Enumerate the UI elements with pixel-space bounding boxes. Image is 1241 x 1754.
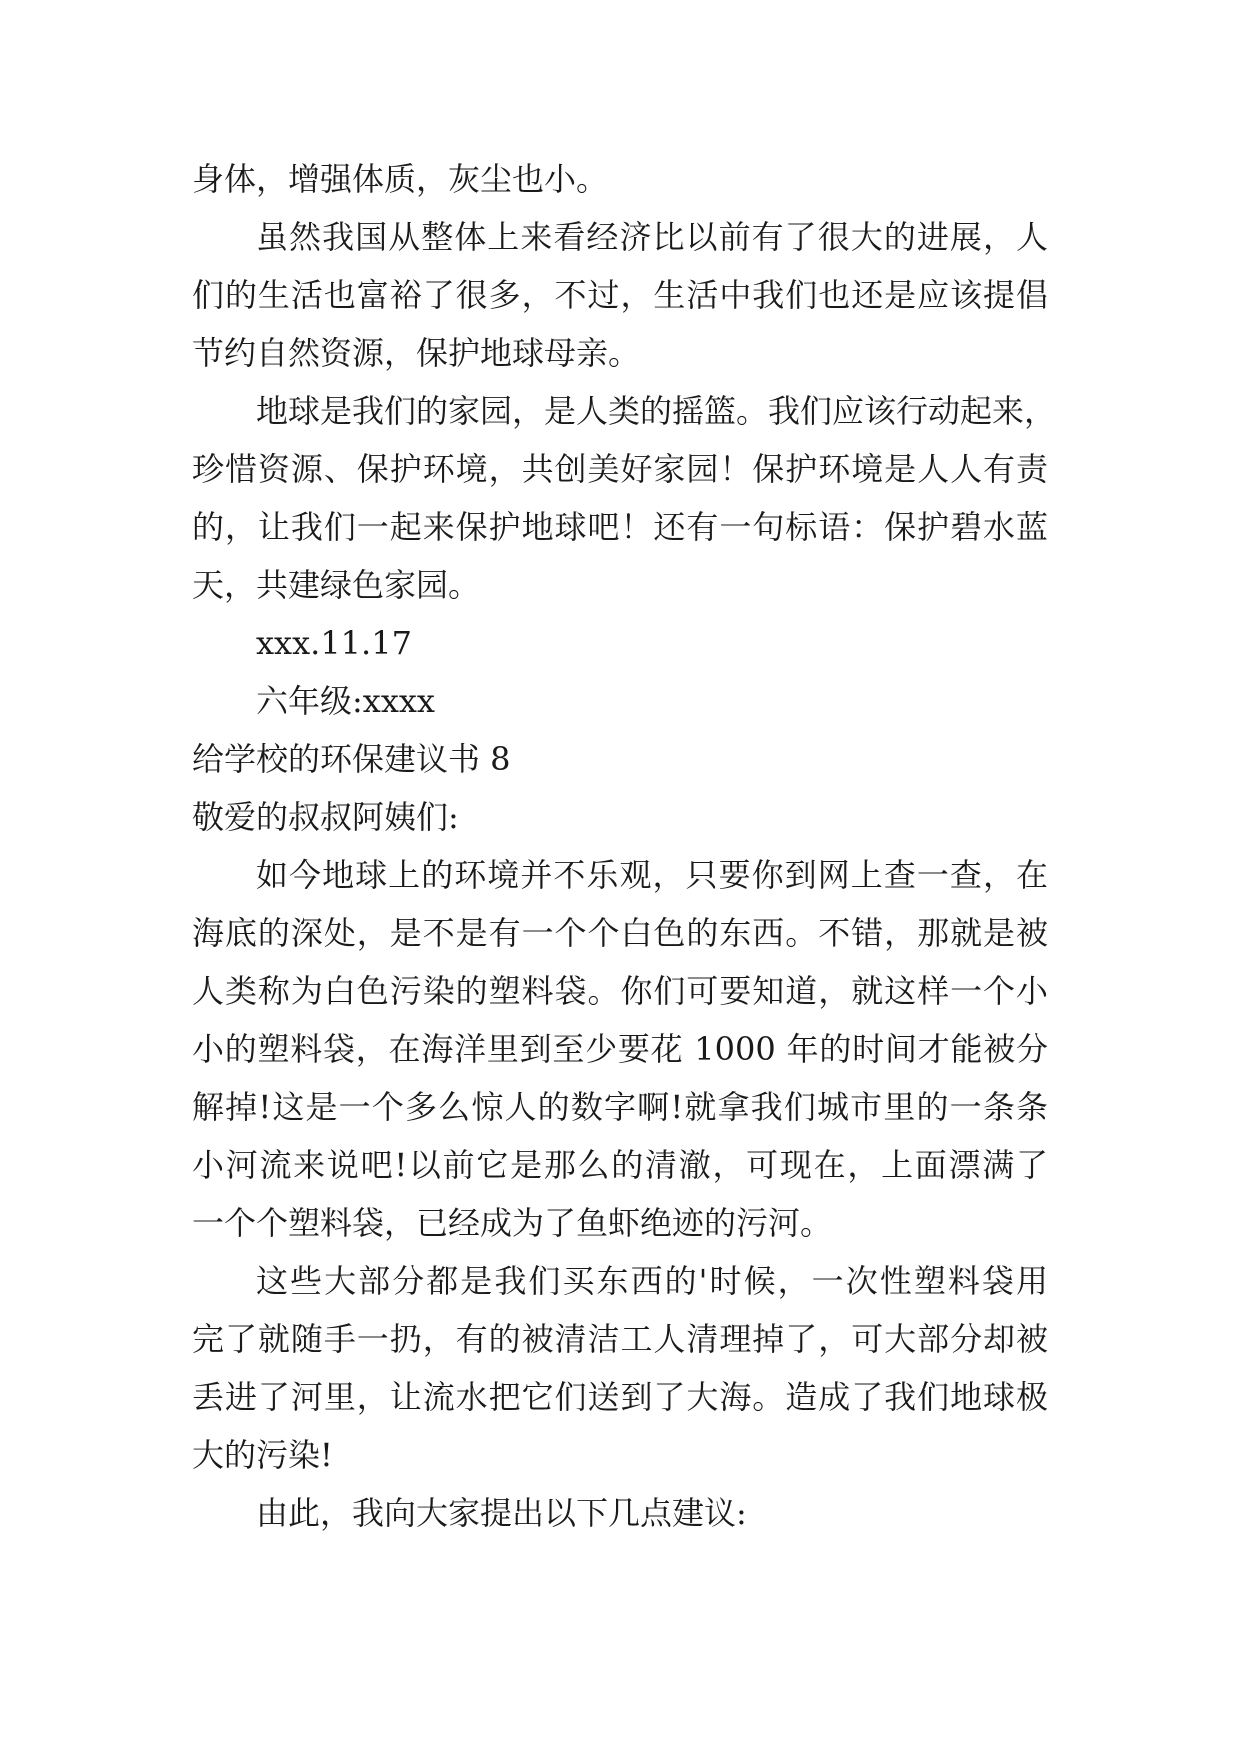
paragraph-line: 们的生活也富裕了很多，不过，生活中我们也还是应该提倡 [192, 276, 1048, 314]
salutation: 敬爱的叔叔阿姨们: [192, 798, 459, 836]
paragraph-line: 由此，我向大家提出以下几点建议: [256, 1494, 747, 1532]
paragraph-line: 身体，增强体质，灰尘也小。 [192, 160, 609, 198]
paragraph-line: 完了就随手一扔，有的被清洁工人清理掉了，可大部分却被 [192, 1320, 1048, 1358]
date-line: xxx.11.17 [256, 624, 412, 662]
paragraph-line: 这些大部分都是我们买东西的'时候，一次性塑料袋用 [256, 1262, 1048, 1300]
paragraph-line: 小的塑料袋，在海洋里到至少要花 1000 年的时间才能被分 [192, 1030, 1048, 1068]
paragraph-line: 小河流来说吧!以前它是那么的清澈，可现在，上面漂满了 [192, 1146, 1048, 1184]
paragraph-line: 珍惜资源、保护环境，共创美好家园！保护环境是人人有责 [192, 450, 1048, 488]
paragraph-line: 一个个塑料袋，已经成为了鱼虾绝迹的污河。 [192, 1204, 833, 1242]
paragraph-line: 虽然我国从整体上来看经济比以前有了很大的进展，人 [256, 218, 1048, 256]
signature-line: 六年级:xxxx [256, 682, 435, 720]
paragraph-line: 的，让我们一起来保护地球吧！还有一句标语：保护碧水蓝 [192, 508, 1048, 546]
document-page [192, 150, 1057, 1542]
paragraph-line: 解掉!这是一个多么惊人的数字啊!就拿我们城市里的一条条 [192, 1088, 1048, 1126]
paragraph-line: 天，共建绿色家园。 [192, 566, 481, 604]
section-heading: 给学校的环保建议书 8 [192, 740, 511, 778]
paragraph-line: 大的污染! [192, 1436, 333, 1474]
paragraph-line: 人类称为白色污染的塑料袋。你们可要知道，就这样一个小 [192, 972, 1048, 1010]
paragraph-line: 节约自然资源，保护地球母亲。 [192, 334, 641, 372]
paragraph-line: 如今地球上的环境并不乐观，只要你到网上查一查，在 [256, 856, 1048, 894]
paragraph-line: 海底的深处，是不是有一个个白色的东西。不错，那就是被 [192, 914, 1048, 952]
paragraph-line: 丢进了河里，让流水把它们送到了大海。造成了我们地球极 [192, 1378, 1048, 1416]
paragraph-line: 地球是我们的家园，是人类的摇篮。我们应该行动起来， [256, 392, 1057, 430]
